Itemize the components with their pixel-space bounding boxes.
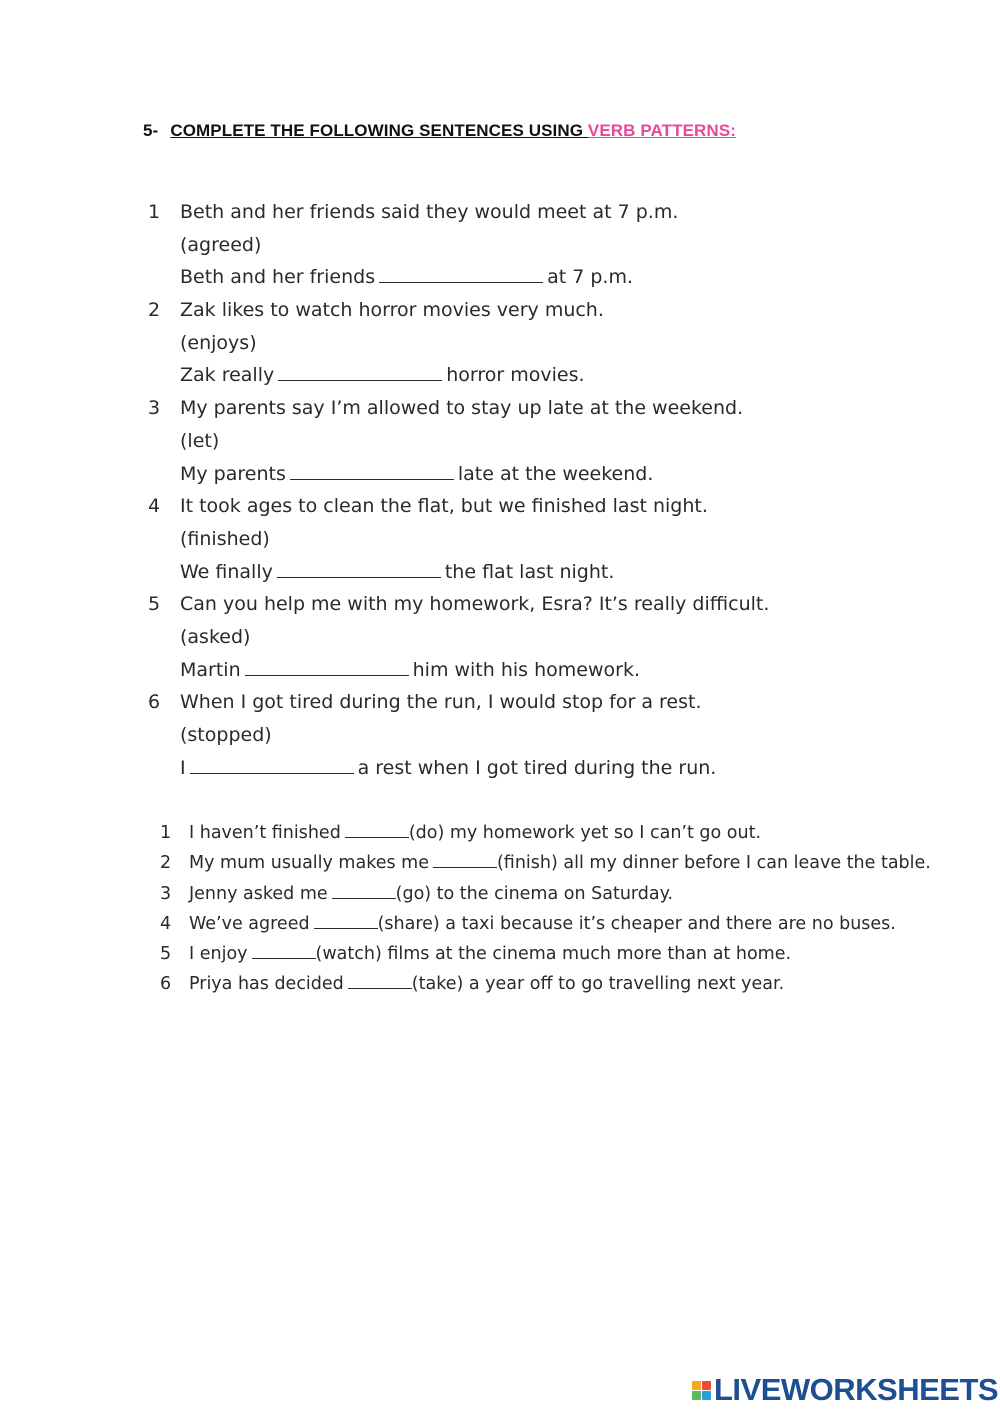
gap-fill-item [160, 969, 960, 999]
verb-cue: (stopped) [180, 724, 272, 746]
rewrite-exercise [148, 196, 868, 784]
item-number: 6 [148, 691, 161, 714]
gap-fill-item [160, 848, 960, 878]
item-number: 1 [160, 823, 172, 843]
gap-fill-item [160, 939, 960, 969]
rewrite-line [148, 752, 868, 785]
answer-blank[interactable] [252, 943, 316, 959]
item-number: 4 [148, 495, 161, 518]
rewrite-end: at 7 p.m. [547, 266, 634, 289]
answer-blank[interactable] [379, 264, 543, 283]
rewrite-line [148, 359, 868, 392]
answer-blank[interactable] [332, 883, 396, 899]
liveworksheets-logo[interactable] [692, 1373, 998, 1407]
sentence-end: (share) a taxi because it’s cheaper and there are no buses. [377, 913, 896, 934]
exercise-heading [143, 121, 736, 141]
answer-blank[interactable] [348, 973, 412, 989]
item-number: 6 [160, 974, 172, 995]
rewrite-item [148, 588, 868, 686]
rewrite-start: My parents [180, 462, 286, 485]
verb-cue: (let) [180, 429, 220, 452]
rewrite-start: We finally [180, 560, 273, 583]
answer-blank[interactable] [345, 822, 409, 838]
rewrite-item [148, 686, 868, 784]
sentence-start: My mum usually makes me [189, 853, 429, 874]
item-number: 5 [148, 593, 161, 616]
rewrite-line [148, 654, 868, 687]
rewrite-start: Martin [180, 658, 241, 681]
original-sentence: It took ages to clean the flat, but we finished last night. [180, 495, 708, 518]
logo-square [692, 1381, 701, 1390]
item-number: 2 [148, 299, 161, 322]
answer-blank[interactable] [314, 913, 378, 929]
answer-blank[interactable] [278, 362, 442, 381]
logo-icon [692, 1381, 711, 1400]
item-number: 1 [148, 201, 161, 223]
rewrite-item [148, 490, 868, 588]
rewrite-end: late at the weekend. [457, 462, 654, 485]
logo-square [702, 1381, 711, 1390]
original-sentence: Zak likes to watch horror movies very much. [180, 299, 604, 322]
rewrite-start: I [180, 756, 186, 779]
rewrite-line [148, 261, 868, 294]
sentence-start: Priya has decided [189, 974, 344, 995]
item-number: 3 [160, 883, 172, 904]
rewrite-line [148, 556, 868, 589]
rewrite-start: Beth and her friends [180, 266, 376, 289]
heading-instruction: COMPLETE THE FOLLOWING SENTENCES USING [170, 121, 588, 140]
item-number: 3 [148, 397, 161, 420]
original-sentence: Beth and her friends said they would meet at 7 p.m. [180, 201, 679, 223]
rewrite-item [148, 294, 868, 392]
rewrite-line [148, 458, 868, 491]
sentence-end: (watch) films at the cinema much more than at home. [315, 944, 792, 965]
sentence-end: (go) to the cinema on Saturday. [395, 883, 674, 904]
original-sentence: My parents say I’m allowed to stay up late at the weekend. [180, 397, 744, 420]
gap-fill-item [160, 909, 960, 939]
answer-blank[interactable] [245, 657, 409, 676]
sentence-start: I haven’t finished [189, 823, 341, 843]
answer-blank[interactable] [290, 461, 454, 480]
rewrite-end: horror movies. [446, 364, 585, 387]
logo-square [702, 1391, 711, 1400]
answer-blank[interactable] [433, 852, 497, 868]
gap-fill-item [160, 818, 960, 848]
rewrite-start: Zak really [180, 364, 275, 387]
verb-cue: (finished) [180, 527, 270, 550]
rewrite-end: the flat last night. [444, 560, 615, 583]
original-sentence: When I got tired during the run, I would stop for a rest. [180, 691, 702, 714]
heading-accent: VERB PATTERNS: [587, 121, 737, 140]
original-sentence: Can you help me with my homework, Esra? It’s really difficult. [180, 593, 770, 616]
verb-cue: (agreed) [180, 233, 262, 256]
verb-cue: (enjoys) [180, 331, 257, 354]
answer-blank[interactable] [190, 755, 354, 774]
verb-cue: (asked) [180, 625, 251, 648]
rewrite-end: a rest when I got tired during the run. [357, 756, 717, 779]
gap-fill-exercise [160, 818, 960, 1000]
sentence-end: (finish) all my dinner before I can leave the table. [496, 853, 931, 874]
answer-blank[interactable] [277, 559, 441, 578]
sentence-end: (take) a year off to go travelling next year. [411, 974, 785, 995]
exercise-number: 5- [143, 121, 159, 140]
item-number: 2 [160, 853, 172, 874]
item-number: 4 [160, 913, 172, 934]
rewrite-item [148, 392, 868, 490]
item-number: 5 [160, 944, 172, 965]
sentence-start: We’ve agreed [189, 913, 310, 934]
sentence-start: Jenny asked me [189, 883, 328, 904]
sentence-end: (do) my homework yet so I can’t go out. [408, 823, 762, 843]
rewrite-item [148, 196, 868, 294]
logo-text: LIVEWORKSHEETS [714, 1372, 999, 1407]
rewrite-end: him with his homework. [412, 658, 640, 681]
logo-square [692, 1391, 701, 1400]
gap-fill-item [160, 879, 960, 909]
sentence-start: I enjoy [189, 944, 248, 965]
